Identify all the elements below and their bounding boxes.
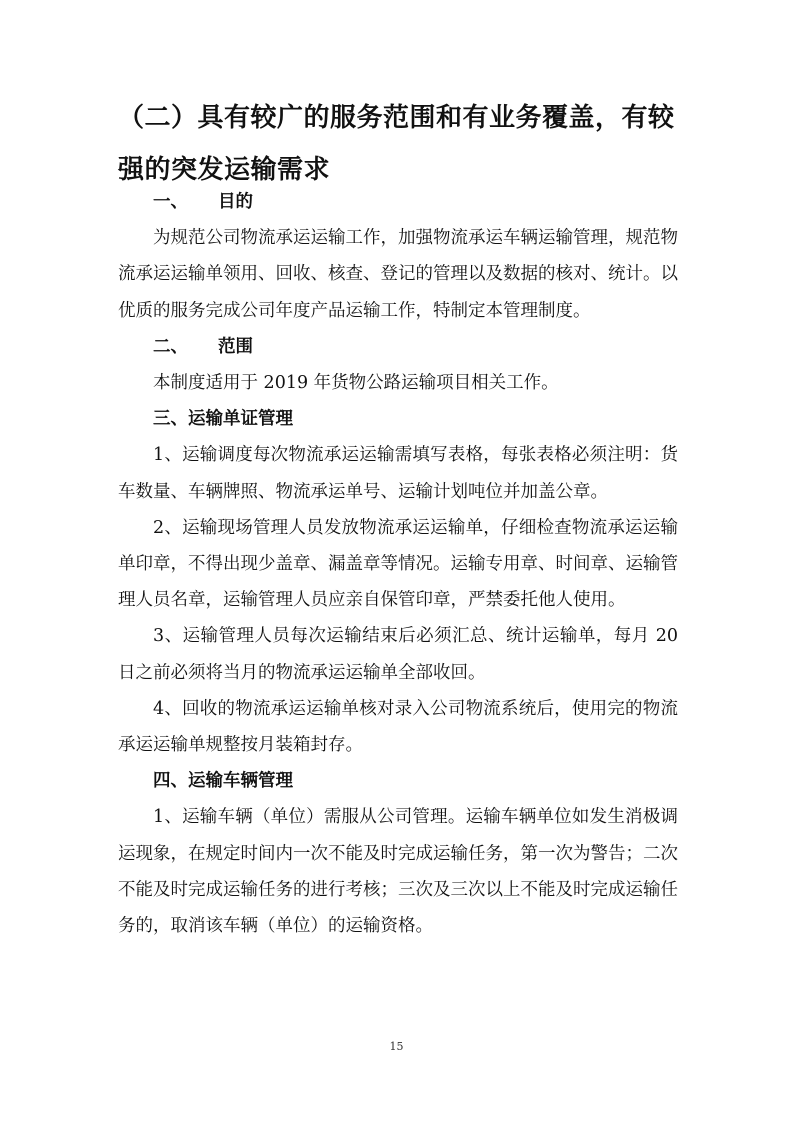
- paragraph: 为规范公司物流承运运输工作，加强物流承运车辆运输管理，规范物流承运运输单领用、回收、核查、登记的管理以及数据的核对、统计。以优质的服务完成公司年度产品运输工作，特制定本管理制度。: [118, 228, 678, 321]
- section-title-scope: [118, 329, 678, 365]
- page-number: 15: [389, 1040, 404, 1053]
- paragraph: 1、运输调度每次物流承运运输需填写表格，每张表格必须注明：货车数量、车辆牌照、物流承运单号、运输计划吨位并加盖公章。: [118, 445, 678, 502]
- paragraph: 2、运输现场管理人员发放物流承运运输单，仔细检查物流承运运输单印章，不得出现少盖章、漏盖章等情况。运输专用章、时间章、运输管理人员名章，运输管理人员应亲自保管印章，严禁委托他人使用。: [118, 517, 678, 611]
- section-title: 范围: [218, 336, 253, 357]
- section-number: 三、: [153, 409, 188, 430]
- section-number: 四、: [153, 771, 188, 792]
- section-heading: （二）具有较广的服务范围和有业务覆盖，有较强的突发运输需求: [118, 103, 675, 185]
- section-title-vehicles: [118, 763, 678, 799]
- section-title-documents: [118, 401, 678, 437]
- paragraph: 3、运输管理人员每次运输结束后必须汇总、统计运输单，每月 20 日之前必须将当月的物流承运运输单全部收回。: [118, 626, 678, 683]
- paragraph: 4、回收的物流承运运输单核对录入公司物流系统后，使用完的物流承运运输单规整按月装箱封存。: [118, 698, 678, 756]
- section-number: 二、: [153, 336, 188, 357]
- section-title: 运输单证管理: [188, 409, 293, 430]
- document-body: [118, 184, 678, 944]
- section-number: 一、: [153, 192, 188, 212]
- section-title-purpose: [118, 184, 678, 220]
- paragraph: 1、运输车辆（单位）需服从公司管理。运输车辆单位如发生消极调运现象，在规定时间内一次不能及时完成运输任务，第一次为警告；二次不能及时完成运输任务的进行考核；三次及三次以上不能及时完成运输任务的，取消该车辆（单位）的运输资格。: [118, 807, 678, 937]
- paragraph: 本制度适用于 2019 年货物公路运输项目相关工作。: [153, 373, 559, 394]
- section-title: 目的: [218, 192, 253, 212]
- section-title: 运输车辆管理: [188, 771, 293, 792]
